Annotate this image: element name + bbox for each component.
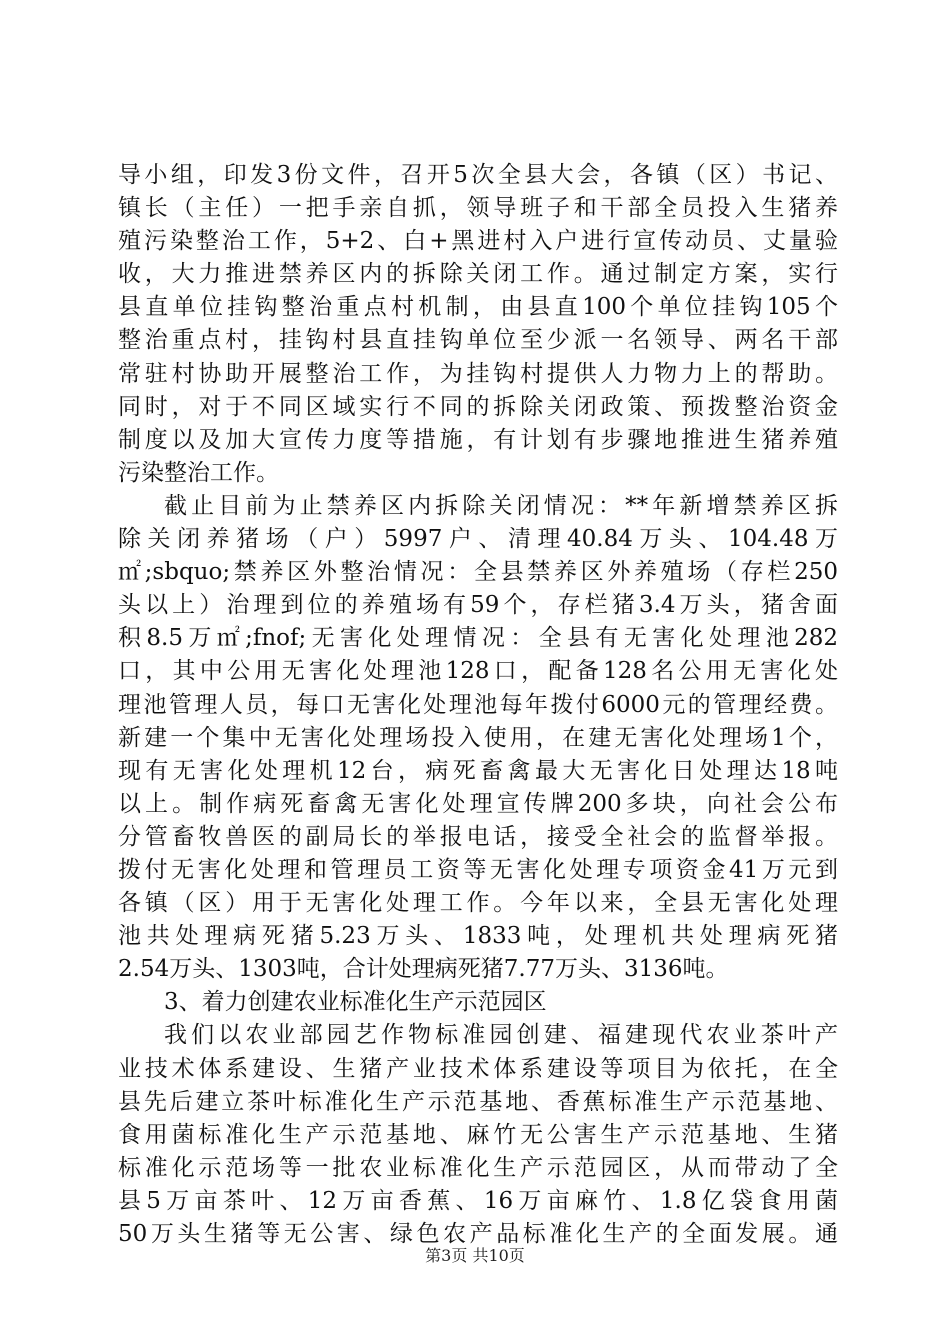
text-line: 以上。制作病死畜禽无害化处理宣传牌200多块，向社会公布: [118, 790, 838, 817]
text-line: 食用菌标准化生产示范基地、麻竹无公害生产示范基地、生猪: [118, 1121, 838, 1148]
text-line: 同时，对于不同区域实行不同的拆除关闭政策、预拨整治资金: [118, 393, 838, 420]
text-line: 县直单位挂钩整治重点村机制，由县直100个单位挂钩105个: [118, 294, 838, 321]
text-line: 县先后建立茶叶标准化生产示范基地、香蕉标准生产示范基地、: [118, 1088, 838, 1115]
text-line: 收，大力推进禁养区内的拆除关闭工作。通过制定方案，实行: [118, 261, 838, 288]
text-line: 积8.5万㎡;fnof;无害化处理情况：全县有无害化处理池282: [118, 625, 838, 652]
text-line: 标准化示范场等一批农业标准化生产示范园区，从而带动了全: [118, 1154, 838, 1181]
text-line: 现有无害化处理机12台，病死畜禽最大无害化日处理达18吨: [118, 757, 838, 784]
page-footer: 第3页 共10页: [425, 1246, 525, 1265]
text-line: 导小组，印发3份文件，召开5次全县大会，各镇（区）书记、: [118, 162, 838, 188]
text-line: 口，其中公用无害化处理池128口，配备128名公用无害化处: [118, 658, 838, 685]
paragraph-demonstration: [118, 1019, 838, 1251]
text-line: 分管畜牧兽医的副局长的举报电话，接受全社会的监督举报。: [118, 823, 838, 850]
text-line: 除关闭养猪场（户）5997户、清理40.84万头、104.48万: [118, 526, 838, 553]
text-line: 我们以农业部园艺作物标准园创建、福建现代农业茶叶产: [164, 1022, 838, 1049]
text-line: 各镇（区）用于无害化处理工作。今年以来，全县无害化处理: [118, 890, 838, 917]
text-line: ㎡;sbquo;禁养区外整治情况：全县禁养区外养殖场（存栏250: [118, 559, 838, 586]
paragraph-continuation: [118, 159, 838, 490]
text-line: 业技术体系建设、生猪产业技术体系建设等项目为依托，在全: [118, 1055, 838, 1082]
text-line: 污染整治工作。: [118, 459, 279, 486]
text-line: 头以上）治理到位的养殖场有59个，存栏猪3.4万头，猪舍面: [118, 592, 838, 619]
text-line: 50万头生猪等无公害、绿色农产品标准化生产的全面发展。通: [118, 1221, 838, 1247]
text-line: 池共处理病死猪5.23万头、1833吨，处理机共处理病死猪: [118, 923, 838, 950]
text-line: 截止目前为止禁养区内拆除关闭情况：**年新增禁养区拆: [164, 492, 838, 519]
text-line: 理池管理人员，每口无害化处理池每年拨付6000元的管理经费。: [118, 691, 838, 718]
text-line: 2.54万头、1303吨，合计处理病死猪7.77万头、3136吨。: [118, 956, 729, 983]
text-line: 制度以及加大宣传力度等措施，有计划有步骤地推进生猪养殖: [118, 426, 838, 453]
text-line: 县5万亩茶叶、12万亩香蕉、16万亩麻竹、1.8亿袋食用菌: [118, 1187, 838, 1214]
heading-line: 3、着力创建农业标准化生产示范园区: [164, 989, 547, 1016]
section-heading: [118, 986, 838, 1019]
text-line: 殖污染整治工作，5+2、白+黑进村入户进行宣传动员、丈量验: [118, 228, 838, 255]
document-body: [118, 159, 838, 1251]
text-line: 新建一个集中无害化处理场投入使用，在建无害化处理场1个，: [118, 724, 838, 751]
text-line: 镇长（主任）一把手亲自抓，领导班子和干部全员投入生猪养: [118, 195, 838, 222]
text-line: 整治重点村，挂钩村县直挂钩单位至少派一名领导、两名干部: [118, 327, 838, 354]
paragraph-status: [118, 490, 838, 986]
text-line: 常驻村协助开展整治工作，为挂钩村提供人力物力上的帮助。: [118, 360, 838, 387]
text-line: 拨付无害化处理和管理员工资等无害化处理专项资金41万元到: [118, 856, 838, 883]
